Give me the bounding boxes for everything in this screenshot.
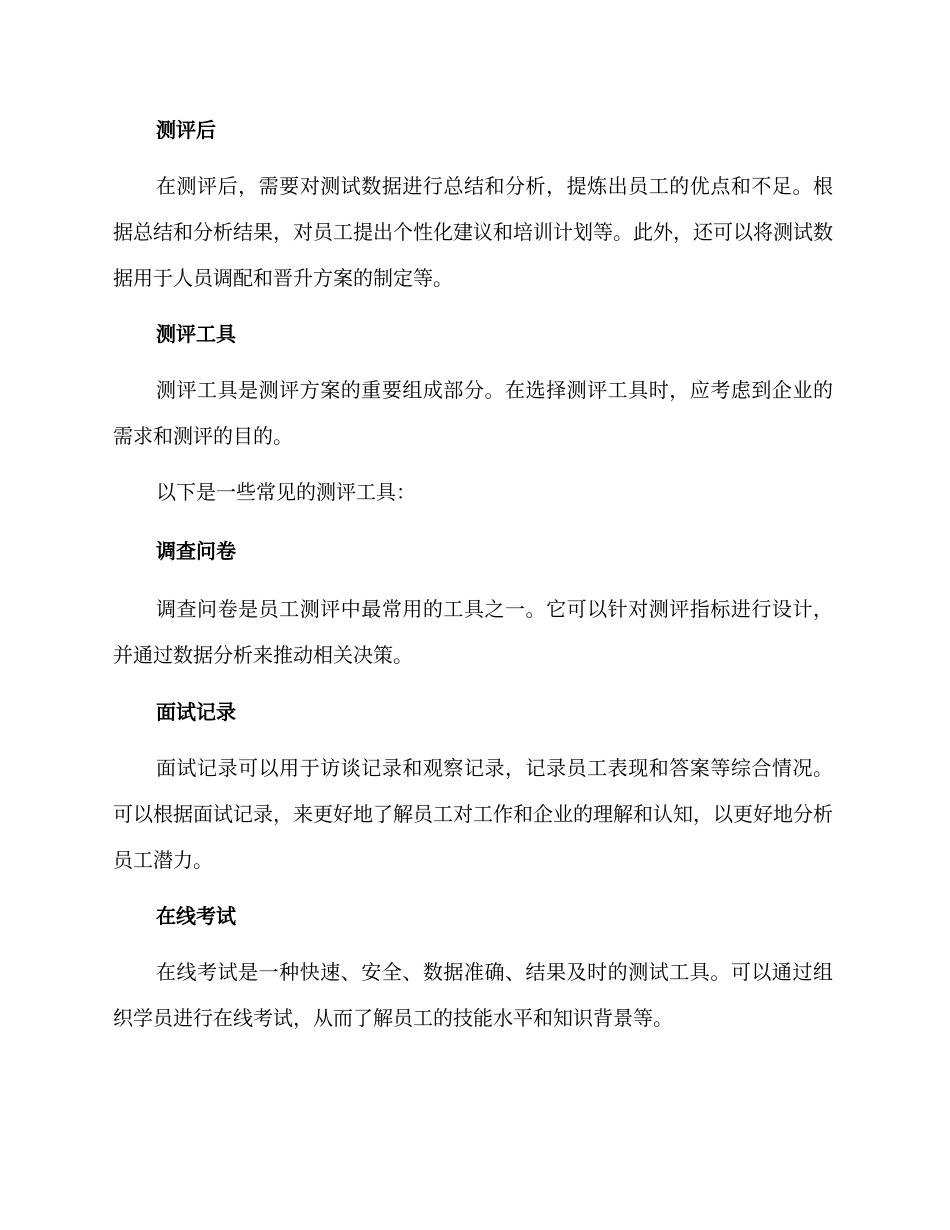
section-heading-interview-records: 面试记录 — [156, 700, 236, 724]
paragraph-online-exam: 在线考试是一种快速、安全、数据准确、结果及时的测试工具。可以通过组织学员进行在线考试，从而了解员工的技能水平和知识背景等。 — [113, 960, 833, 1030]
paragraph-common-tools-intro: 以下是一些常见的测评工具： — [156, 480, 416, 504]
section-heading-assessment-tools: 测评工具 — [156, 322, 236, 346]
section-heading-post-assessment: 测评后 — [156, 118, 216, 142]
section-heading-questionnaire: 调查问卷 — [156, 539, 236, 563]
section-heading-online-exam: 在线考试 — [156, 904, 236, 928]
paragraph-interview-records: 面试记录可以用于访谈记录和观察记录，记录员工表现和答案等综合情况。可以根据面试记录，来更好地了解员工对工作和企业的理解和认知，以更好地分析员工潜力。 — [113, 756, 833, 872]
paragraph-questionnaire: 调查问卷是员工测评中最常用的工具之一。它可以针对测评指标进行设计，并通过数据分析来推动相关决策。 — [113, 597, 833, 667]
paragraph-post-assessment: 在测评后，需要对测试数据进行总结和分析，提炼出员工的优点和不足。根据总结和分析结果，对员工提出个性化建议和培训计划等。此外，还可以将测试数据用于人员调配和晋升方案的制定等。 — [113, 174, 833, 290]
paragraph-assessment-tools: 测评工具是测评方案的重要组成部分。在选择测评工具时，应考虑到企业的需求和测评的目的。 — [113, 378, 833, 448]
